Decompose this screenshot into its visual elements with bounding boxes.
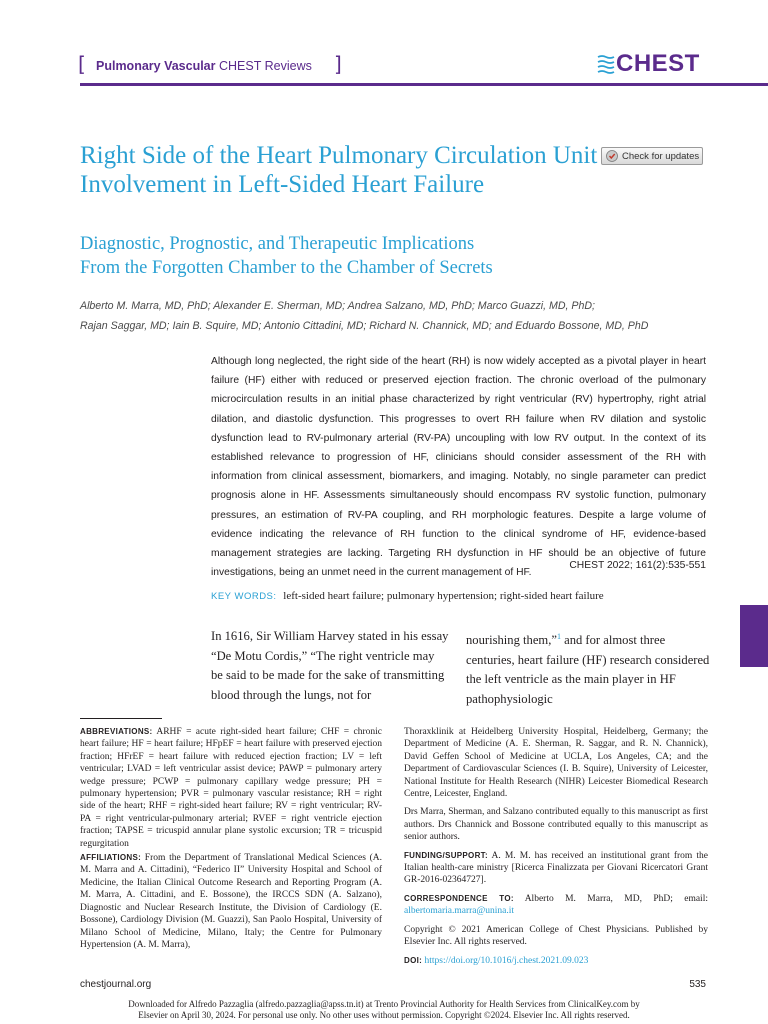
page-number: 535 [689,979,706,990]
citation: CHEST 2022; 161(2):535-551 [569,560,706,571]
equal-contribution-note: Drs Marra, Sherman, and Salzano contributed equally to this manuscript as first authors. Drs Channick and Bossone contributed equally to this manuscript as senior authors. [404,807,708,843]
chest-logo [596,52,700,76]
abbreviations-text: ARHF = acute right-sided heart failure; CHF = chronic heart failure; HF = heart failure; HFpEF = heart failure with preserved ejection fraction; HFrEF = heart failure with reduced ejection fraction; LV = left ventricular; LVAD = left ventricular assist device; PAWP = pulmonary artery wedge pressure; PCWP = pulmonary capillary wedge pressure; PH = pulmonary hypertension; PVR = pulmonary vascular resistance; RH = right side of the heart; RHF = right-sided heart failure; RV = right ventricular; RV-PA = right ventricular-pulmonary arterial; RVEF = right ventricle ejection fraction; TAPSE = tricuspid annular plane systolic excursion; TR = tricuspid regurgitation [80,727,382,849]
body-column-1: In 1616, Sir William Harvey stated in his essay “De Motu Cordis,” “The right ventricle may be said to be made for the sake of transmitting blood through the lungs, not for [211,629,449,702]
section-type: CHEST Reviews [219,59,312,73]
correspondence-email-link[interactable]: albertomaria.marra@unina.it [404,906,515,917]
chest-logo-icon [596,53,616,75]
download-line-2: Elsevier on April 30, 2024. For personal use only. No other uses without permission. Copyright ©2024. Elsevier Inc. All rights reserved. [138,1010,630,1020]
doi-note [404,955,708,967]
footnotes-right [404,726,708,973]
body-column-2 [466,627,711,709]
funding-note [404,850,708,887]
journal-site: chestjournal.org [80,979,152,990]
affiliations-text: From the Department of Translational Medical Sciences (A. M. Marra and A. Cittadini), “Federico II” University Hospital and School of Medicine, the Italian Clinical Outcome Research and Reporting Program (A. M. Marra, A. Cittadini, and E. Bossone), the IRCCS SDN (A. Salzano), Diagnostic and Nuclear Research Institute, the Division of Cardiology (E. Bossone), Cardiology Division (M. Guazzi), San Paolo Hospital, University of Milano School of Medicine, Milano, Italy; the Centre for Pulmonary Hypertension (A. M. Marra), [80,853,382,950]
keywords-label: KEY WORDS: [211,591,277,602]
abbreviations-note [80,726,382,850]
body-col2-rest: and for almost three centuries, heart failure (HF) research considered the left ventricle as the main player in HF pathophysiologic [466,633,710,706]
keywords [211,588,711,605]
article-subtitle [80,232,640,280]
copyright-note: Copyright © 2021 American College of Chest Physicians. Published by Elsevier Inc. All rights reserved. [404,924,708,948]
doi-link[interactable]: https://doi.org/10.1016/j.chest.2021.09.023 [424,955,589,966]
header-bracket-left: [ [78,52,86,76]
correspondence-note [404,893,708,918]
section-category: Pulmonary Vascular [96,59,216,73]
author-line-2: Rajan Saggar, MD; Iain B. Squire, MD; Antonio Cittadini, MD; Richard N. Channick, MD; and Eduardo Bossone, MD, PhD [80,320,649,332]
affiliations-note [80,852,382,951]
footnote-rule [80,718,162,719]
affiliations-continued: Thoraxklinik at Heidelberg University Hospital, Heidelberg, Germany; the Department of Medicine (A. E. Sherman, R. Saggar, and R. N. Channick), David Geffen School of Medicine at UCLA, Los Angeles, CA; and the Department of Cardiovascular Sciences (I. B. Squire), University of Leicester, National Institute for Health Research (NIHR) Leicester Biomedical Research Centre, Leicester, England. [404,727,708,800]
header-bracket-right: ] [334,52,342,76]
subtitle-line-2: From the Forgotten Chamber to the Chamber of Secrets [80,258,493,278]
article-title: Right Side of the Heart Pulmonary Circulation Unit Involvement in Left-Sided Heart Failure [80,142,598,198]
subtitle-line-1: Diagnostic, Prognostic, and Therapeutic Implications [80,234,475,254]
doi-label: DOI: [404,955,423,965]
abbreviations-label: ABBREVIATIONS: [80,727,153,736]
check-updates-label: Check for updates [622,150,700,162]
download-notice [20,999,748,1021]
abstract: Although long neglected, the right side of the heart (RH) is now widely accepted as a pivotal player in heart failure (HF) either with reduced or preserved ejection fraction. The chronic overload of the pulmonary microcirculation results in an initial phase characterized by right ventricular (RV) hypertrophy, right atrial dilation, and diastolic dysfunction. This progresses to overt RH failure when RV dilation and systolic dysfunction lead to RV-pulmonary arterial (RV-PA) uncoupling with low RV output. In the context of its established relevance to progression of HF, clinicians should consider assessment of the RH with information from clinical assessment, biomarkers, and imaging. Notably, no single parameter can predict prognosis alone in HF. Assessments simultaneously should encompass RV systolic function, pulmonary pressures, an estimation of RV-PA coupling, and RH morphologic features. Despite a large volume of evidence indicating the relevance of RH function to the clinical syndrome of HF, evidence-based management strategies are lacking. Targeting RH dysfunction in HF should be an objective of future investigations, being an unmet need in the current management of HF. [211,356,706,579]
correspondence-text: Alberto M. Marra, MD, PhD; email: [524,893,708,904]
funding-text: A. M. M. has received an institutional grant from the Italian health-care ministry [Ricerca Finalizzata per Giovani Ricercatori Grant GR-2016-02364727]. [404,850,708,886]
section-tab-marker [740,605,768,667]
funding-label: FUNDING/SUPPORT: [404,850,488,860]
affiliations-label: AFFILIATIONS: [80,853,142,863]
header-rule [80,83,768,86]
section-label [96,58,312,74]
author-line-1: Alberto M. Marra, MD, PhD; Alexander E. Sherman, MD; Andrea Salzano, MD, PhD; Marco Guazzi, MD, PhD; [80,300,595,312]
chest-logo-text: CHEST [616,50,700,77]
correspondence-label: CORRESPONDENCE TO: [404,893,514,903]
author-list [80,296,720,336]
body-col2-start: nourishing them,” [466,633,557,648]
keywords-text: left-sided heart failure; pulmonary hypertension; right-sided heart failure [283,590,604,602]
reference-1-link[interactable]: 1 [556,632,561,641]
download-line-1: Downloaded for Alfredo Pazzaglia (alfredo.pazzaglia@apss.tn.it) at Trento Provincial Authority for Health Services from ClinicalKey.com by [128,999,640,1009]
footnotes-left [80,726,382,957]
